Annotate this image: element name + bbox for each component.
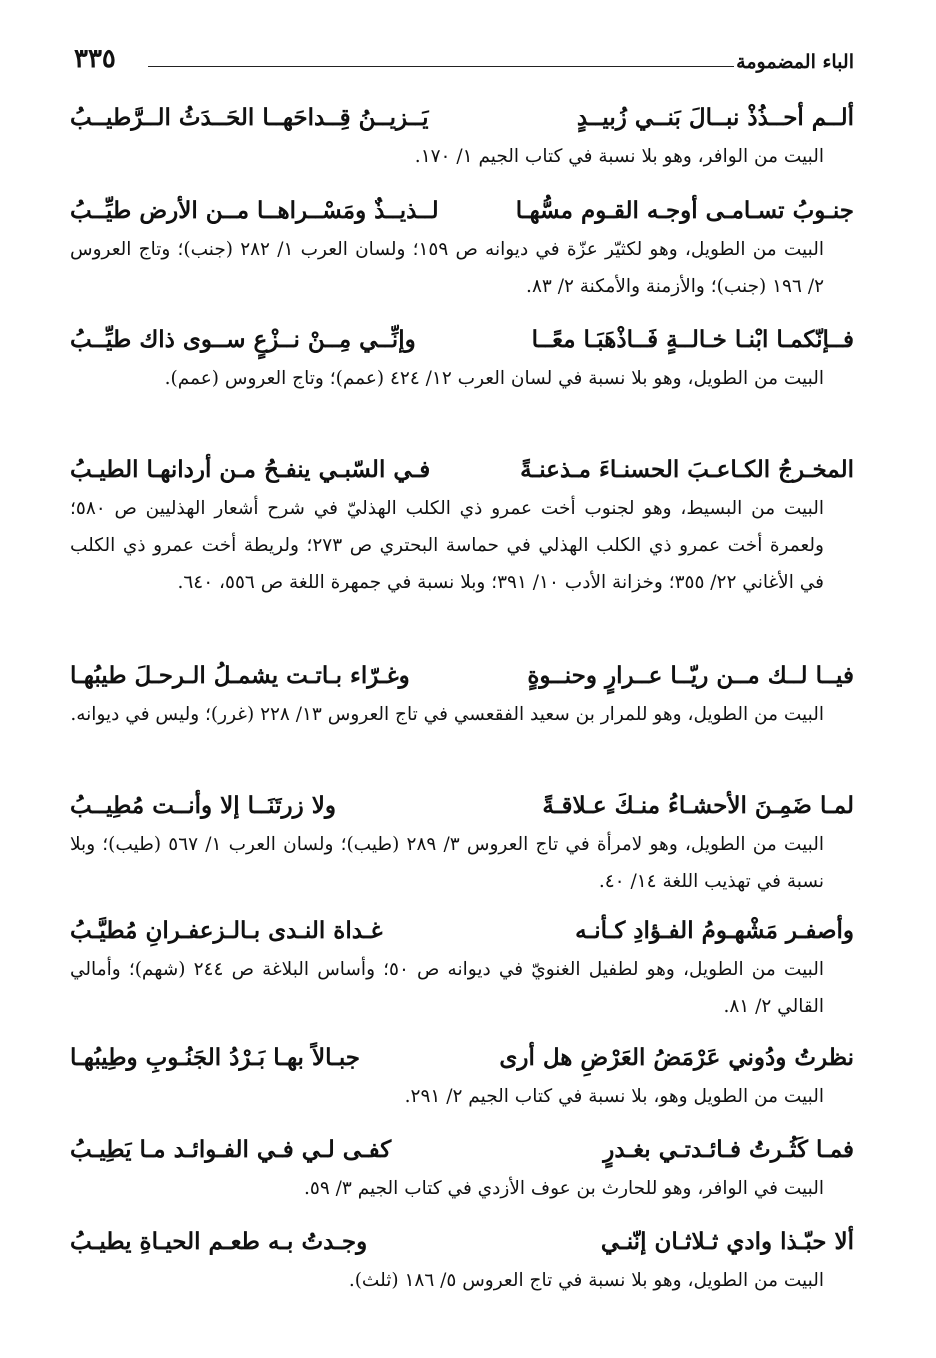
verse-first-hemistich: فيــا لــك مــن ريّــا عــرارٍ وحنــوةٍ [527,662,854,689]
verse-second-hemistich: يَــزيــنُ قِــداحَهــا الحَــدَثُ الــرَّطيــبُ [70,104,429,131]
verse-line [70,1130,854,1170]
verse-second-hemistich: كفـى لـي فـي الفـوائـد مـا يَطِيـبُ [70,1136,392,1163]
poem-entry [70,98,854,175]
verse-line [70,98,854,138]
verse-line [70,450,854,490]
verse-attribution: البيت من البسيط، وهو لجنوب أخت عمرو ذي الكلب الهذليّ في شرح أشعار الهذليين ص ٥٨٠؛ ولعمرة أخت عمرو ذي الكلب الهذلي في حماسة البحتري ص ٢٧٣؛ ولريطة أخت عمرو ذي الكلب في الأغاني ٢٢/ ٣٥٥؛ وخزانة الأدب ١٠/ ٣٩١؛ وبلا نسبة في جمهرة اللغة ص ٥٥٦، ٦٤٠. [70,498,824,593]
verse-line [70,320,854,360]
verse-attribution: البيت من الطويل، وهو لطفيل الغنويّ في ديوانه ص ٥٠؛ وأساس البلاغة ص ٢٤٤ (شهم)؛ وأمالي القالي ٢/ ٨١. [70,959,825,1017]
verse-second-hemistich: غـداة النـدى بـالـزعفـرانِ مُطيَّـبُ [70,917,383,944]
poem-entry [70,1222,854,1299]
verse-first-hemistich: المخـرجُ الكـاعـبَ الحسنـاءَ مـذعنـةً [520,456,854,483]
verse-second-hemistich: وإنِّــي مِــنْ نــزْعٍ ســوى ذاك طيِّــبُ [70,326,416,353]
verse-first-hemistich: نظرتُ ودُوني عَرْمَضُ العَرْضِ هل أرى [499,1044,854,1071]
verse-line [70,786,854,826]
section-title: الباء المضمومة [736,51,854,73]
verse-second-hemistich: جبـالاً بهـا بَـرْدُ الجَنُـوبِ وطِيبُهـا [70,1044,360,1071]
poem-entry [70,911,854,1025]
verse-second-hemistich: وجـدتُ بـه طعـم الحيـاةِ يطيـبُ [70,1228,368,1255]
poem-entry [70,450,854,601]
poem-entry [70,786,854,900]
verse-attribution: البيت من الطويل، وهو لامرأة في تاج العروس ٣/ ٢٨٩ (طيب)؛ ولسان العرب ١/ ٥٦٧ (طيب)؛ وبلا نسبة في تهذيب اللغة ١٤/ ٤٠. [70,834,825,892]
verse-line [70,1038,854,1078]
header-rule [148,66,734,67]
verse-attribution: البيت في الوافر، وهو للحارث بن عوف الأزدي في كتاب الجيم ٣/ ٥٩. [304,1178,824,1199]
verse-second-hemistich: ولا زرتَنَــا إلا وأنــت مُطِيــبُ [70,792,336,819]
verse-first-hemistich: فــإنّكمـا ابْنـا خـالــةٍ فَــاذْهَبَـا معًــا [531,326,854,353]
verse-attribution: البيت من الطويل، وهو بلا نسبة في لسان العرب ١٢/ ٤٢٤ (عمم)؛ وتاج العروس (عمم). [164,368,824,389]
verse-second-hemistich: وغـرّاء بـاتـت يشمـلُ الـرحـلَ طيبُهـا [70,662,410,689]
verse-attribution: البيت من الطويل وهو، بلا نسبة في كتاب الجيم ٢/ ٢٩١. [404,1086,824,1107]
verse-line [70,1222,854,1262]
verse-first-hemistich: ألا حبّـذا وادي ثـلاثـان إنّنـي [600,1228,854,1255]
poem-entry [70,320,854,397]
verse-first-hemistich: ألــم أحــذُذْ نبــالَ بَنــي زُبيــدٍ [576,104,854,131]
verse-attribution: البيت من الطويل، وهو لكثيّر عزّة في ديوانه ص ١٥٩؛ ولسان العرب ١/ ٢٨٢ (جنب)؛ وتاج العروس ٢/ ١٩٦ (جنب)؛ والأزمنة والأمكنة ٢/ ٨٣. [70,239,824,297]
verse-attribution: البيت من الوافر، وهو بلا نسبة في كتاب الجيم ١/ ١٧٠. [414,146,824,167]
poem-entry [70,1038,854,1115]
verse-first-hemistich: جنـوبُ تسـامـى أوجـه القـوم مسُّهـا [515,197,854,224]
verse-line [70,911,854,951]
verse-line [70,656,854,696]
page-header [68,44,854,78]
verse-attribution: البيت من الطويل، وهو للمرار بن سعيد الفقعسي في تاج العروس ١٣/ ٢٢٨ (غرر)؛ وليس في ديوانه. [70,704,824,725]
verse-line [70,191,854,231]
page-number: ٣٣٥ [74,44,116,74]
poem-entry [70,191,854,305]
poem-entry [70,1130,854,1207]
verse-first-hemistich: فمـا كَثُـرتُ فـائـدتـي بغـدرٍ [603,1136,854,1163]
verse-second-hemistich: فـي السّبـي ينفـحُ مـن أردانهـا الطيـبُ [70,456,431,483]
verse-first-hemistich: لمـا ضَمِـنَ الأحشـاءُ منـكَ عـلاقـةً [542,792,854,819]
verse-second-hemistich: لــذيــذٌ ومَسْــراهــا مــن الأرض طيِّــبُ [70,197,439,224]
poem-entry [70,656,854,733]
verse-first-hemistich: وأصفـر مَشْهـومُ الفـؤادِ كـأنـه [575,917,854,944]
verse-attribution: البيت من الطويل، وهو بلا نسبة في تاج العروس ٥/ ١٨٦ (ثلث). [348,1270,824,1291]
